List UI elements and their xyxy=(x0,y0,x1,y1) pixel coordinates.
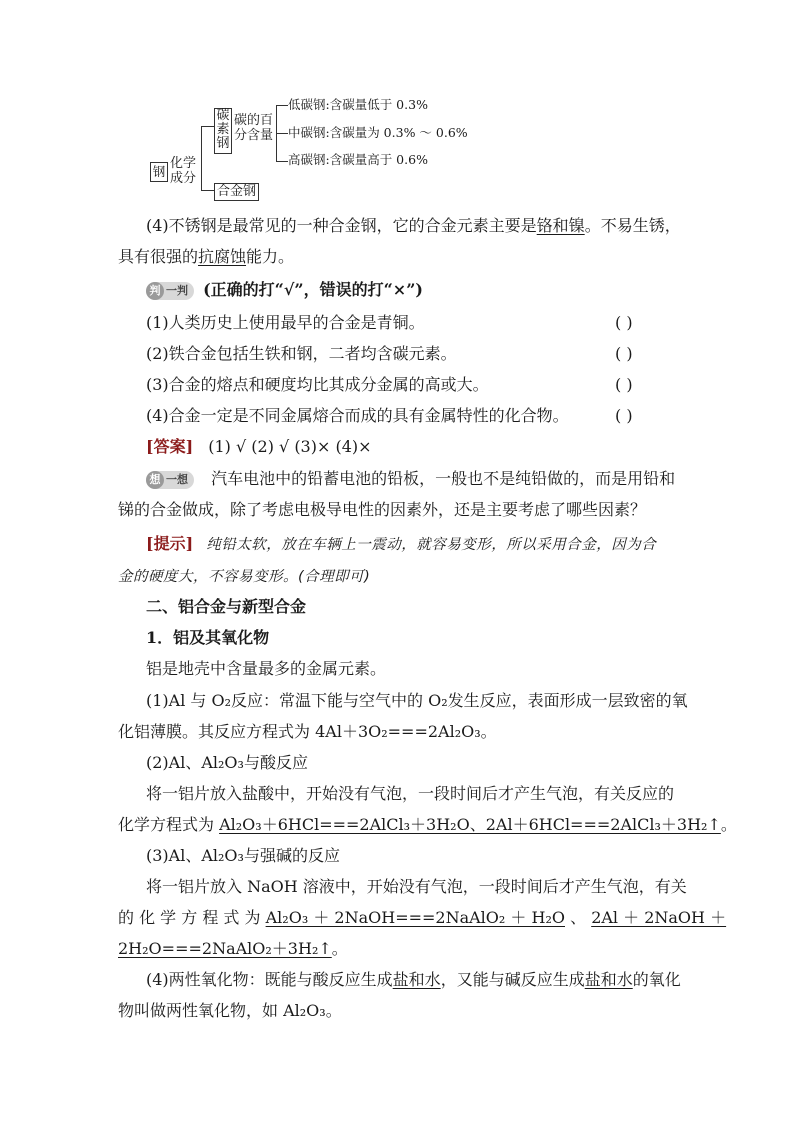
judge-badge: 判 一判 xyxy=(146,282,194,300)
stainless-paragraph-line1: (4)不锈钢是最常见的一种合金钢，它的合金元素主要是铬和镍。不易生锈， xyxy=(146,216,681,235)
section2-intro: 铝是地壳中含量最多的金属元素。 xyxy=(146,659,387,678)
r3-line1: 将一铝片放入 NaOH 溶液中，开始没有气泡，一段时间后才产生气泡，有关 xyxy=(146,877,687,896)
r2-line1: 将一铝片放入盐酸中，开始没有气泡，一段时间后才产生气泡，有关反应的 xyxy=(146,784,675,803)
judge-header xyxy=(146,280,423,300)
stainless-paragraph-line2: 具有很强的抗腐蚀能力。 xyxy=(118,247,295,266)
think-hint-line1: [提示] 纯铅太软，放在车辆上一震动，就容易变形，所以采用合金，因为合 xyxy=(146,534,657,553)
tree-carbon-steel: 碳素钢 xyxy=(214,108,232,154)
r2-title: (2)Al、Al₂O₃与酸反应 xyxy=(146,753,308,772)
judge-item-2: (2)铁合金包括生铁和钢，二者均含碳元素。 xyxy=(146,344,457,363)
judge-item-1: (1)人类历史上使用最早的合金是青铜。 xyxy=(146,313,425,332)
judge-item-4: (4)合金一定是不同金属熔合而成的具有金属特性的化合物。 xyxy=(146,406,569,425)
judge-answer-paren-3[interactable]: ( ) xyxy=(615,375,633,394)
judge-answer xyxy=(146,437,372,457)
r4-line1: (4)两性氧化物：既能与酸反应生成盐和水，又能与碱反应生成盐和水的氧化 xyxy=(146,970,681,989)
judge-answer-paren-4[interactable]: ( ) xyxy=(615,406,633,425)
r1-line1: (1)Al 与 O₂反应：常温下能与空气中的 O₂发生反应，表面形成一层致密的氧 xyxy=(146,691,688,710)
judge-instruction: (正确的打“√”，错误的打“×”) xyxy=(203,280,423,299)
think-hint-line2: 金的硬度大，不容易变形。(合理即可) xyxy=(118,569,371,585)
think-question-line2: 锑的合金做成，除了考虑电极导电性的因素外，还是主要考虑了哪些因素？ xyxy=(118,500,647,519)
tree-low-carbon: 低碳钢:含碳量低于 0.3% xyxy=(288,97,428,112)
judge-answer-paren-1[interactable]: ( ) xyxy=(615,313,633,332)
judge-answer-paren-2[interactable]: ( ) xyxy=(615,344,633,363)
judge-item-3: (3)合金的熔点和硬度均比其成分金属的高或大。 xyxy=(146,375,489,394)
r3-line3: 2H₂O===2NaAlO₂＋3H₂↑。 xyxy=(118,939,348,958)
r4-line2: 物叫做两性氧化物，如 Al₂O₃。 xyxy=(118,1001,342,1020)
tree-carbon-basis: 碳的百分含量 xyxy=(234,113,274,143)
section2-title: 二、铝合金与新型合金 xyxy=(146,597,307,616)
tree-mid-carbon: 中碳钢:含碳量为 0.3% ～ 0.6% xyxy=(288,125,468,140)
think-badge: 想 一想 xyxy=(146,471,194,489)
r3-title: (3)Al、Al₂O₃与强碱的反应 xyxy=(146,846,340,865)
tree-branch-label: 化学成分 xyxy=(170,156,197,186)
section2-sub1: 1．铝及其氧化物 xyxy=(146,628,270,647)
tree-alloy-steel: 合金钢 xyxy=(214,183,259,201)
answer-text: (1) √ (2) √ (3)× (4)× xyxy=(208,437,372,456)
r1-line2: 化铝薄膜。其反应方程式为 4Al＋3O₂===2Al₂O₃。 xyxy=(118,722,497,741)
tree-root: 钢 xyxy=(150,162,168,182)
r3-line2: 的 化 学 方 程 式 为 Al₂O₃ ＋ 2NaOH===2NaAlO₂ ＋ H₂O 、 2Al ＋ 2NaOH ＋ xyxy=(118,908,727,927)
tree-high-carbon: 高碳钢:含碳量高于 0.6% xyxy=(288,152,428,167)
hint-label: [提示] xyxy=(146,534,194,553)
r2-line2: 化学方程式为 Al₂O₃＋6HCl===2AlCl₃＋3H₂O、2Al＋6HCl===2AlCl₃＋3H₂↑。 xyxy=(118,815,737,834)
think-question-line1: 想 一想 汽车电池中的铅蓄电池的铅板，一般也不是纯铅做的，而是用铅和 xyxy=(146,469,675,489)
answer-label: [答案] xyxy=(146,437,194,456)
